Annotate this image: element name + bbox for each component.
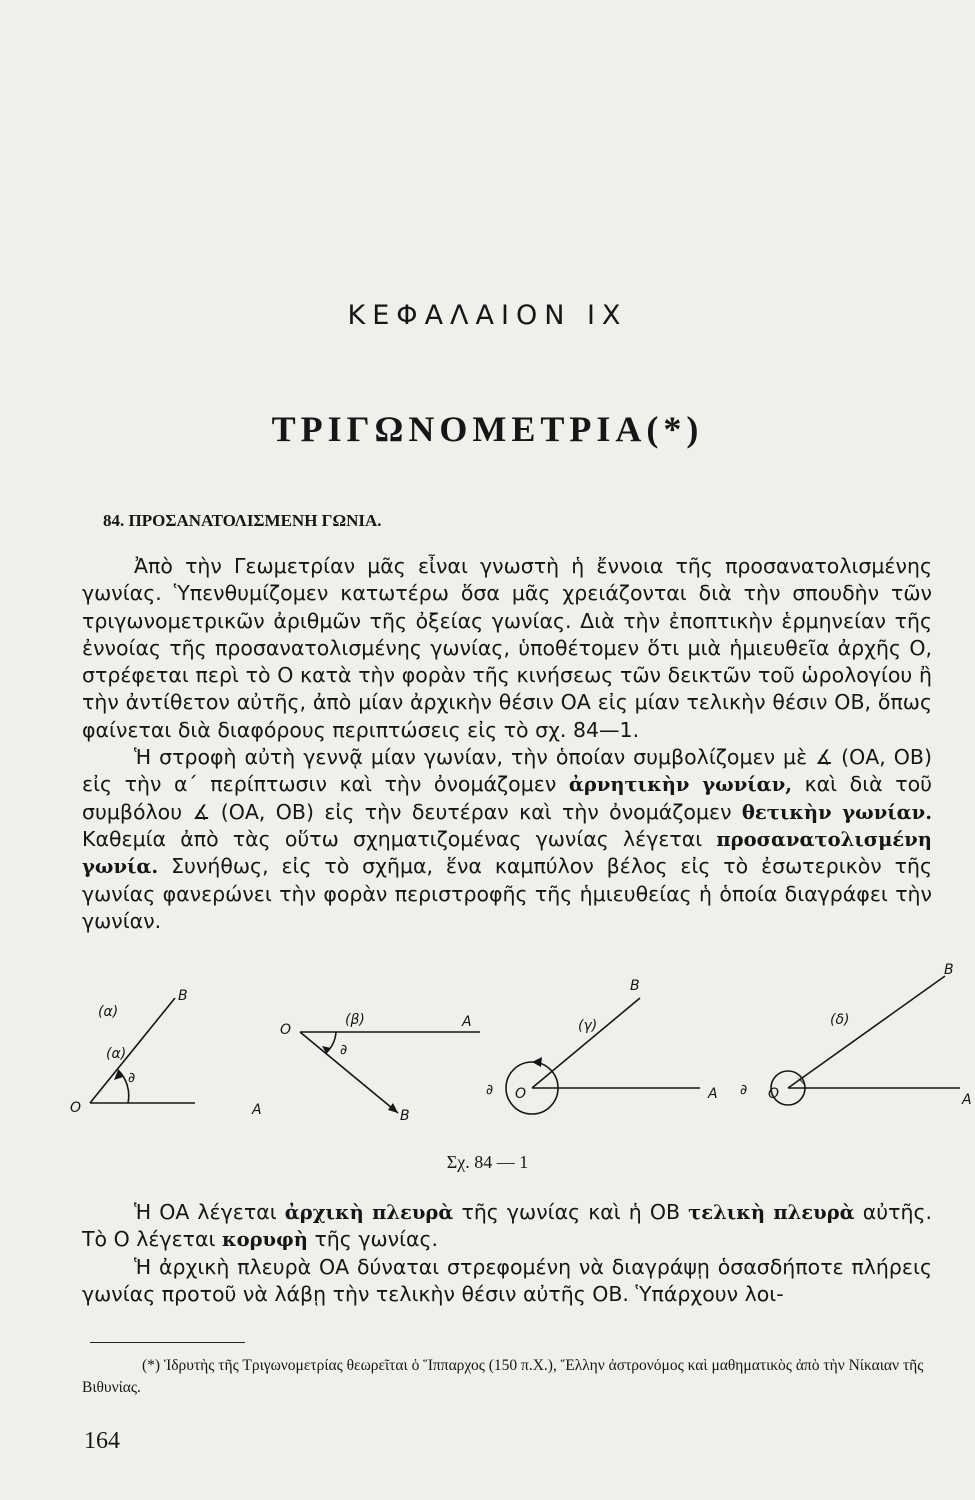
body-text-bottom (82, 1199, 932, 1308)
figure-caption: Σχ. 84 — 1 (446, 1152, 529, 1172)
fig-b-label-o: O (280, 1022, 292, 1038)
paragraph-intro: Ἀπὸ τὴν Γεωμετρίαν μᾶς εἶναι γνωστὴ ἡ ἔννοια τῆς προσανατολισμένης γωνίας. Ὑπενθυμίζομεν κατωτέρω ὅσα μᾶς χρειάζονται διὰ τὴν σπουδὴν τῶν τριγωνομετρικῶν ἀριθμῶν τῆς ὀξείας γωνίας. Διὰ τὴν ἐποπτικὴν ἑρμηνείαν τῆς ἐννοίας τῆς προσανατολισμένης γωνίας, ὑποθέτομεν ὅτι μιὰ ἡμιευθεῖα ἀρχῆς Ο, στρέφεται περὶ τὸ Ο κατὰ τὴν φορὰν τῆς κινήσεως τῶν δεικτῶν τοῦ ὡρολογίου ἢ τὴν ἀντίθετον αὐτῆς, ἀπὸ μίαν ἀρχικὴν θέσιν ΟΑ εἰς μίαν τελικὴν θέσιν ΟΒ, ὅπως φαίνεται διὰ διαφόρους περιπτώσεις εἰς τὸ σχ. 84—1. (82, 554, 932, 742)
footnote-text: (*) Ἱδρυτὴς τῆς Τριγωνομετρίας θεωρεῖται ὁ Ἵππαρχος (150 π.Χ.), Ἕλλην ἀστρονόμος καὶ μαθηματικὸς ἀπὸ τὴν Νίκαιαν τῆς Βιθυνίας. (82, 1357, 924, 1396)
fig-d-label-b: B (944, 962, 954, 978)
page-number: 164 (84, 1428, 120, 1454)
fig-a-tag: (α) (98, 1004, 119, 1020)
fig-b-label-a: A (462, 1014, 472, 1030)
text-run: καὶ διὰ τοῦ συμβόλου (82, 772, 932, 824)
text-run: Καθεμία ἀπὸ τὰς οὕτω σχηματιζομένας γωνίας λέγεται (82, 826, 717, 851)
text-run: αὐτῆς. Τὸ Ο λέγεται (82, 1200, 932, 1252)
fig-a-label-b: B (178, 988, 188, 1004)
fig-d-label-a: A (962, 1092, 972, 1108)
section-heading: 84. ΠΡΟΣΑΝΑΤΟΛΙΣΜΕΝΗ ΓΩΝΙΑ. (103, 511, 382, 530)
fig-a-label-a: A (252, 1102, 262, 1118)
fig-c-label-b: B (630, 978, 640, 994)
fig-a-label-o: O (70, 1100, 82, 1116)
fig-a-angle: ∂ (128, 1070, 136, 1086)
fig-b-angle: ∂ (340, 1042, 348, 1058)
text-run: (ΟΑ, ΟΒ) εἰς τὴν δευτέραν καὶ τὴν ὀνομάζομεν (210, 799, 742, 824)
angle-symbol: ∡ (815, 745, 834, 770)
chapter-title: ΤΡΙΓΩΝΟΜΕΤΡΙΑ(*) (271, 409, 704, 449)
term-positive-angle: θετικὴν γωνίαν. (741, 800, 932, 824)
term-vertex: κορυφὴ (221, 1228, 308, 1252)
text-run: Ἡ ΟΑ λέγεται (134, 1200, 285, 1224)
term-initial-side: ἀρχικὴ πλευρὰ (284, 1201, 454, 1224)
fig-a-inner-tag: (α) (106, 1046, 127, 1062)
term-negative-angle: ἀρνητικὴν γωνίαν, (568, 773, 793, 797)
fig-d-angle: ∂ (740, 1082, 748, 1098)
term-oriented-angle: προσανατολισμένη γωνία. (82, 827, 932, 879)
fig-c-label-a: A (708, 1086, 718, 1102)
chapter-heading: ΚΕΦΑΛΑΙΟΝ ΙΧ (347, 300, 628, 331)
fig-c-label-o: O (515, 1086, 527, 1102)
text-run: τῆς γωνίας. (307, 1227, 439, 1252)
text-run: Ἡ στροφὴ αὐτὴ γεννᾷ μίαν γωνίαν, τὴν ὁποίαν συμβολίζομεν μὲ (134, 745, 816, 770)
fig-b-tag: (β) (345, 1012, 365, 1028)
fig-b-label-b: B (400, 1108, 410, 1123)
text-run: (ΟΑ, ΟΒ) εἰς τὴν α΄ περίπτωσιν καὶ τὴν ὀνομάζομεν (82, 745, 932, 797)
figure-84-1 (60, 958, 975, 1123)
paragraph-sides (82, 1199, 932, 1254)
fig-d-label-o: O (768, 1086, 780, 1102)
fig-c-tag: (γ) (578, 1018, 598, 1034)
text-run: τῆς γωνίας καὶ ἡ ΟΒ (453, 1200, 689, 1224)
text-run: Συνήθως, εἰς τὸ σχῆμα, ἕνα καμπύλον βέλος εἰς τὸ ἐσωτερικὸν τῆς γωνίας φανερώνει τὴν φορὰν περιστροφῆς τῆς ἡμιευθείας ἡ ὁποία διαγράφει τὴν γωνίαν. (82, 854, 932, 933)
angle-symbol: ∡ (192, 799, 211, 824)
body-text-top (82, 553, 932, 935)
paragraph-rotation (82, 744, 932, 935)
paragraph-full-turns: Ἡ ἀρχικὴ πλευρὰ ΟΑ δύναται στρεφομένη νὰ διαγράψῃ ὁσασδήποτε πλήρεις γωνίας προτοῦ νὰ λάβῃ τὴν τελικὴν θέσιν αὐτῆς ΟΒ. Ὑπάρχουν λοι- (82, 1254, 932, 1306)
footnote-rule (90, 1342, 245, 1343)
term-terminal-side: τελικὴ πλευρὰ (688, 1201, 855, 1224)
fig-d-tag: (δ) (830, 1012, 850, 1028)
footnote (82, 1355, 932, 1399)
fig-c-angle: ∂ (486, 1082, 494, 1098)
